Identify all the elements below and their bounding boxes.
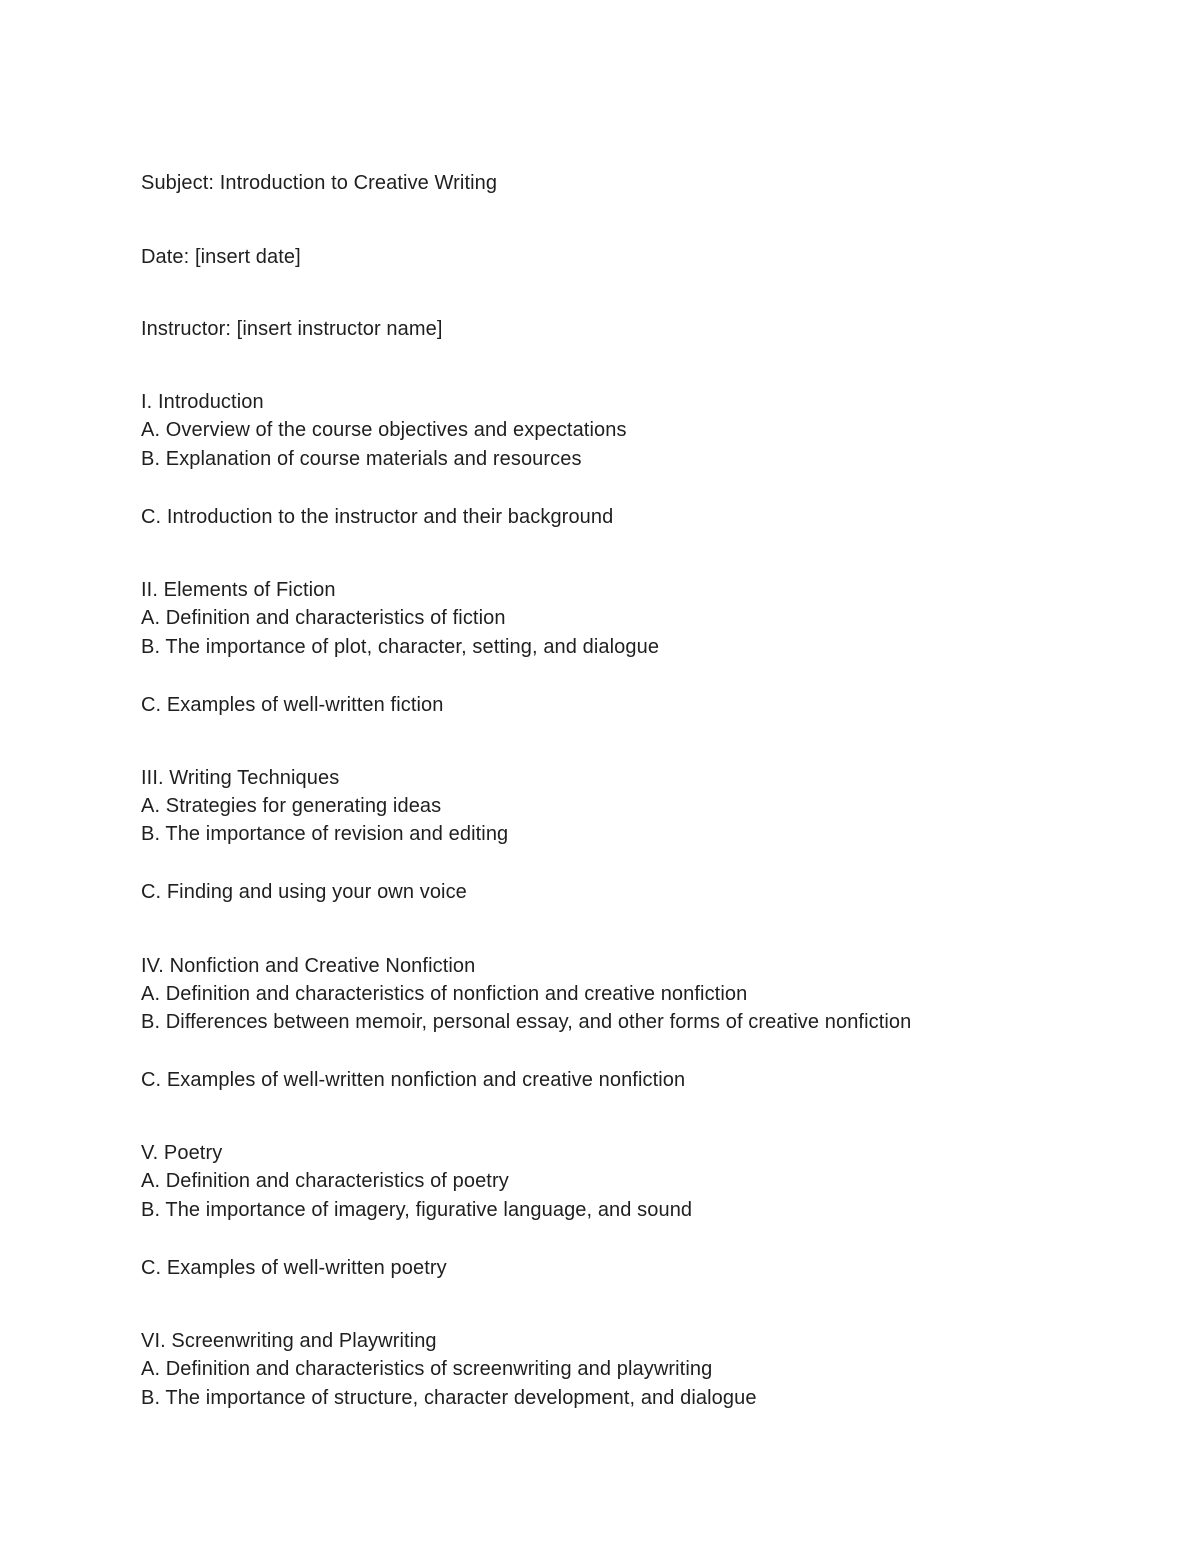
section-item: C. Examples of well-written nonfiction and creative nonfiction — [141, 1069, 686, 1091]
section-item: C. Examples of well-written poetry — [141, 1257, 447, 1279]
subject-line: Subject: Introduction to Creative Writing — [141, 172, 498, 194]
section-heading: IV. Nonfiction and Creative Nonfiction — [141, 955, 476, 977]
section-heading: II. Elements of Fiction — [141, 579, 336, 601]
section-item: B. Explanation of course materials and resources — [141, 448, 582, 470]
section-item: C. Finding and using your own voice — [141, 881, 467, 903]
section-item: B. The importance of structure, character development, and dialogue — [141, 1387, 757, 1409]
section-item: B. The importance of plot, character, setting, and dialogue — [141, 636, 660, 658]
section-item: A. Strategies for generating ideas — [141, 795, 442, 817]
date-line: Date: [insert date] — [141, 246, 301, 268]
section-heading: I. Introduction — [141, 391, 264, 413]
section-heading: VI. Screenwriting and Playwriting — [141, 1330, 437, 1352]
section-heading: V. Poetry — [141, 1142, 223, 1164]
section-item: A. Definition and characteristics of screenwriting and playwriting — [141, 1358, 713, 1380]
section-item: C. Examples of well-written fiction — [141, 694, 444, 716]
section-item: C. Introduction to the instructor and their background — [141, 506, 614, 528]
section-item: A. Overview of the course objectives and expectations — [141, 419, 627, 441]
section-item: A. Definition and characteristics of nonfiction and creative nonfiction — [141, 983, 748, 1005]
section-item: B. Differences between memoir, personal essay, and other forms of creative nonfiction — [141, 1011, 912, 1033]
section-item: B. The importance of revision and editing — [141, 823, 509, 845]
instructor-line: Instructor: [insert instructor name] — [141, 318, 443, 340]
section-item: A. Definition and characteristics of fiction — [141, 607, 506, 629]
section-heading: III. Writing Techniques — [141, 767, 340, 789]
section-item: B. The importance of imagery, figurative language, and sound — [141, 1199, 693, 1221]
section-item: A. Definition and characteristics of poetry — [141, 1170, 509, 1192]
